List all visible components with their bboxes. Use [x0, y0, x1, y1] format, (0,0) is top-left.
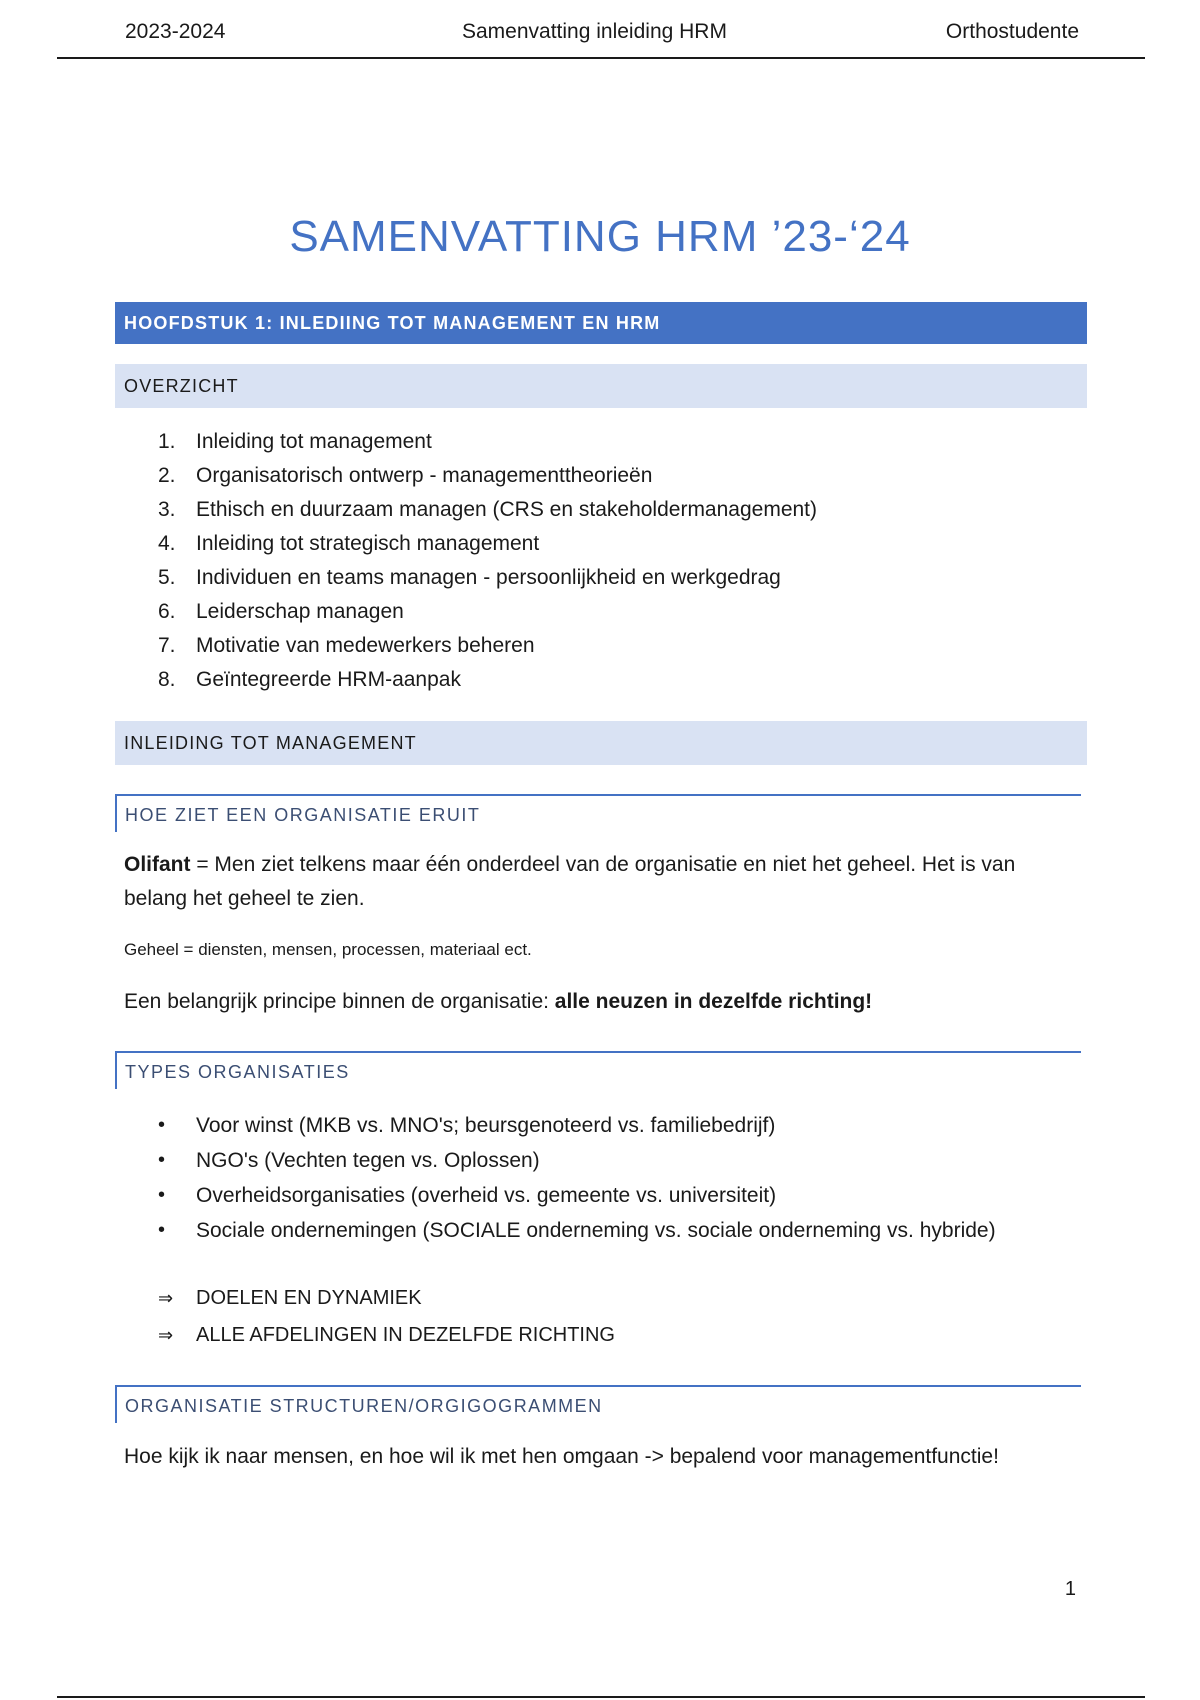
list-number: 3.: [158, 498, 176, 521]
list-item-text: Individuen en teams managen - persoonlijkheid en werkgedrag: [196, 566, 781, 589]
list-item-text: Ethisch en duurzaam managen (CRS en stakeholdermanagement): [196, 498, 818, 521]
principe-emphasis: alle neuzen in dezelfde richting!: [554, 990, 873, 1013]
list-number: 7.: [158, 634, 176, 657]
list-number: 8.: [158, 668, 176, 691]
types-list: [158, 1108, 996, 1248]
list-item: [158, 1213, 996, 1248]
footer-divider: [57, 1696, 1145, 1698]
list-item: [158, 459, 817, 493]
list-item-text: ALLE AFDELINGEN IN DEZELFDE RICHTING: [196, 1324, 615, 1346]
paragraph-olifant: [124, 848, 1074, 916]
list-item-text: Motivatie van medewerkers beheren: [196, 634, 535, 657]
list-item-text: Inleiding tot strategisch management: [196, 532, 540, 555]
list-item: [158, 493, 817, 527]
list-item: [158, 629, 817, 663]
list-item: [158, 561, 817, 595]
header-year: 2023-2024: [125, 20, 226, 43]
list-item-text: Leiderschap managen: [196, 600, 404, 623]
list-item: [158, 663, 817, 697]
list-item-text: DOELEN EN DYNAMIEK: [196, 1287, 422, 1309]
olifant-definition: = Men ziet telkens maar één onderdeel van de organisatie en niet het geheel. Het is van belang het geheel te zien.: [124, 853, 1016, 910]
list-item-text: Overheidsorganisaties (overheid vs. gemeente vs. universiteit): [196, 1184, 777, 1207]
list-number: 5.: [158, 566, 176, 589]
double-arrow-icon: ⇒: [158, 1288, 174, 1309]
term-olifant: Olifant: [124, 853, 191, 876]
section-heading-inleiding: INLEIDING TOT MANAGEMENT: [115, 721, 1087, 765]
paragraph-principe: [124, 985, 1074, 1019]
list-item: [158, 1143, 996, 1178]
overview-list: [158, 425, 817, 697]
subheading-organisatie: HOE ZIET EEN ORGANISATIE ERUIT: [115, 794, 1081, 832]
bullet-icon: •: [158, 1114, 166, 1136]
bullet-icon: •: [158, 1184, 166, 1206]
list-number: 4.: [158, 532, 176, 555]
header-author: Orthostudente: [945, 20, 1079, 43]
document-title: SAMENVATTING HRM ’23-‘24: [289, 212, 911, 261]
page-number: 1: [1064, 1578, 1076, 1600]
list-number: 6.: [158, 600, 176, 623]
list-number: 1.: [158, 430, 176, 453]
list-item: [158, 425, 817, 459]
list-item-text: Organisatorisch ontwerp - managementtheorieën: [196, 464, 653, 487]
list-number: 2.: [158, 464, 176, 487]
header-document-title: Samenvatting inleiding HRM: [462, 20, 727, 43]
list-item-text: NGO's (Vechten tegen vs. Oplossen): [196, 1149, 540, 1172]
paragraph-structuren: Hoe kijk ik naar mensen, en hoe wil ik met hen omgaan -> bepalend voor managementfunctie!: [124, 1445, 999, 1468]
chapter-heading: HOOFDSTUK 1: INLEDIING TOT MANAGEMENT EN HRM: [115, 302, 1087, 344]
list-item: [158, 1108, 996, 1143]
subheading-structuren: ORGANISATIE STRUCTUREN/ORGIGOGRAMMEN: [115, 1385, 1081, 1423]
list-item: [158, 1178, 996, 1213]
list-item-text: Inleiding tot management: [196, 430, 432, 453]
bullet-icon: •: [158, 1149, 166, 1171]
list-item-text: Voor winst (MKB vs. MNO's; beursgenoteerd vs. familiebedrijf): [196, 1114, 776, 1137]
list-item-text: Geïntegreerde HRM-aanpak: [196, 668, 461, 691]
overview-heading: OVERZICHT: [115, 364, 1087, 408]
list-item-text: Sociale ondernemingen (SOCIALE onderneming vs. sociale onderneming vs. hybride): [196, 1219, 996, 1242]
list-item: [158, 1317, 615, 1354]
principe-text: Een belangrijk principe binnen de organisatie:: [124, 990, 555, 1013]
bullet-icon: •: [158, 1219, 166, 1241]
conclusion-list: [158, 1280, 615, 1354]
double-arrow-icon: ⇒: [158, 1325, 174, 1346]
paragraph-geheel: Geheel = diensten, mensen, processen, materiaal ect.: [124, 940, 532, 959]
list-item: [158, 595, 817, 629]
list-item: [158, 527, 817, 561]
subheading-types: TYPES ORGANISATIES: [115, 1051, 1081, 1089]
page-header: [57, 0, 1145, 59]
list-item: [158, 1280, 615, 1317]
